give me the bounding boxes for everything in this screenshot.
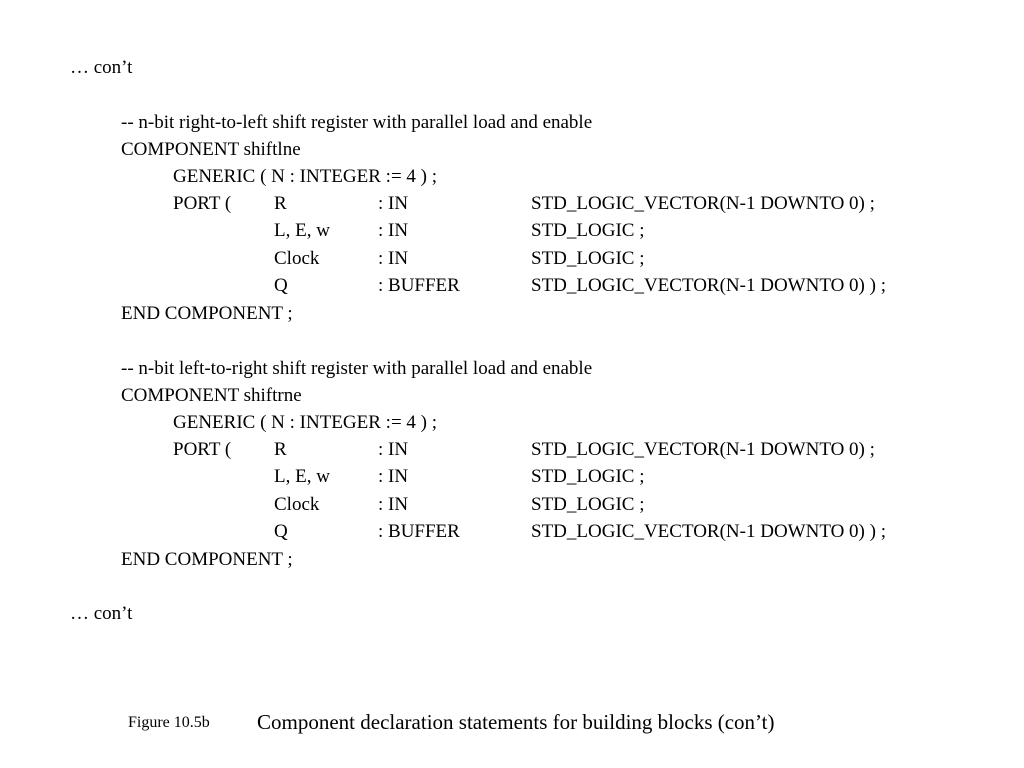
continuation-footer: … con’t xyxy=(70,603,133,624)
port-name: L, E, w xyxy=(274,220,330,241)
port-name: Q xyxy=(274,275,288,296)
port-name: L, E, w xyxy=(274,466,330,487)
generic-clause: GENERIC ( N : INTEGER := 4 ) ; xyxy=(173,166,438,187)
port-mode: : IN xyxy=(378,466,409,487)
port-mode: : IN xyxy=(378,193,409,214)
port-type: STD_LOGIC_VECTOR(N-1 DOWNTO 0) ) ; xyxy=(531,275,886,296)
port-name: Q xyxy=(274,521,288,542)
port-name: Clock xyxy=(274,248,320,269)
port-type: STD_LOGIC_VECTOR(N-1 DOWNTO 0) ; xyxy=(531,439,875,460)
port-type: STD_LOGIC ; xyxy=(531,466,645,487)
figure-caption: Component declaration statements for building blocks (con’t) xyxy=(257,710,775,734)
component-declaration: COMPONENT shiftlne xyxy=(121,139,301,160)
figure-number: Figure 10.5b xyxy=(128,714,210,731)
port-name: R xyxy=(274,439,287,460)
port-name: R xyxy=(274,193,287,214)
port-mode: : IN xyxy=(378,248,409,269)
port-mode: : BUFFER xyxy=(378,521,460,542)
code-comment: -- n-bit right-to-left shift register with parallel load and enable xyxy=(121,112,593,133)
component-declaration: COMPONENT shiftrne xyxy=(121,385,302,406)
port-keyword: PORT ( xyxy=(173,193,232,214)
end-component: END COMPONENT ; xyxy=(121,549,293,570)
port-name: Clock xyxy=(274,494,320,515)
port-mode: : IN xyxy=(378,494,409,515)
continuation-header: … con’t xyxy=(70,57,133,78)
port-type: STD_LOGIC ; xyxy=(531,220,645,241)
port-keyword: PORT ( xyxy=(173,439,232,460)
port-type: STD_LOGIC_VECTOR(N-1 DOWNTO 0) ; xyxy=(531,193,875,214)
generic-clause: GENERIC ( N : INTEGER := 4 ) ; xyxy=(173,412,438,433)
port-mode: : IN xyxy=(378,220,409,241)
port-type: STD_LOGIC ; xyxy=(531,248,645,269)
port-mode: : IN xyxy=(378,439,409,460)
port-mode: : BUFFER xyxy=(378,275,460,296)
code-comment: -- n-bit left-to-right shift register with parallel load and enable xyxy=(121,358,593,379)
port-type: STD_LOGIC ; xyxy=(531,494,645,515)
end-component: END COMPONENT ; xyxy=(121,303,293,324)
port-type: STD_LOGIC_VECTOR(N-1 DOWNTO 0) ) ; xyxy=(531,521,886,542)
